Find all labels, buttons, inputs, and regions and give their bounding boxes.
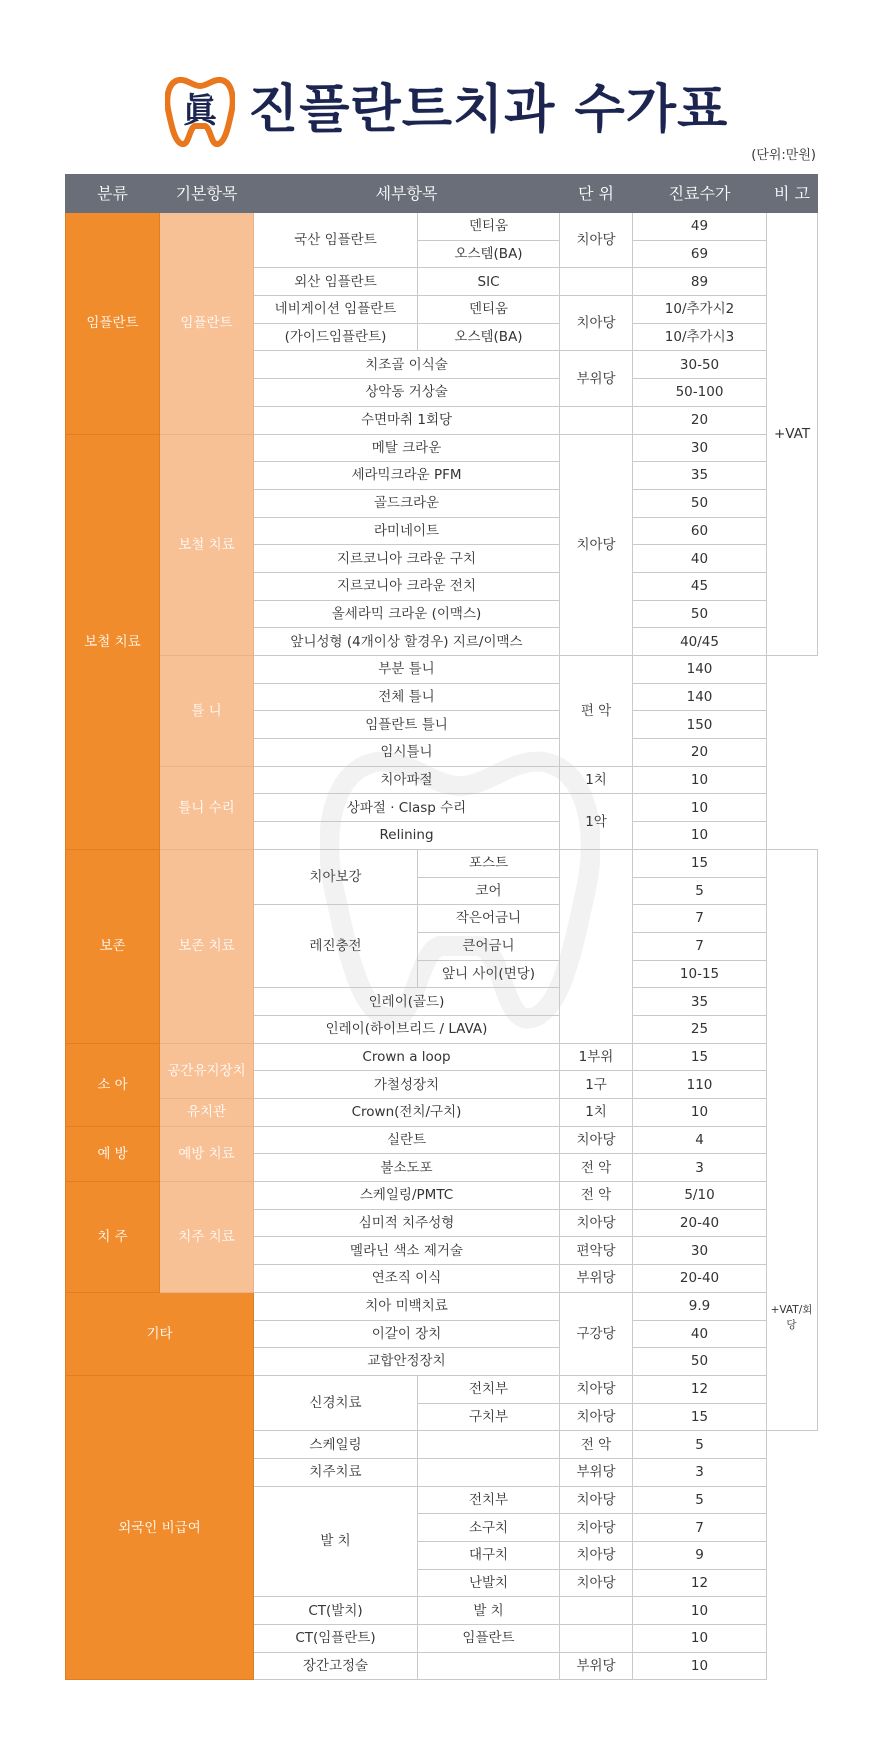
price-cell: 4 bbox=[633, 1126, 767, 1154]
price-cell: 110 bbox=[633, 1071, 767, 1099]
price-cell: 15 bbox=[633, 849, 767, 877]
unit-cell: 편 악 bbox=[560, 656, 633, 767]
detail-cell: 큰어금니 bbox=[418, 932, 560, 960]
item-cell: 전체 틀니 bbox=[254, 683, 560, 711]
price-cell: 10 bbox=[633, 1597, 767, 1625]
category-cell: 외국인 비급여 bbox=[66, 1375, 254, 1680]
subcategory-cell: 틀니 수리 bbox=[160, 766, 254, 849]
table-header-row bbox=[66, 175, 818, 213]
category-cell: 보철 치료 bbox=[66, 434, 160, 849]
price-cell: 10 bbox=[633, 766, 767, 794]
unit-cell: 전 악 bbox=[560, 1182, 633, 1210]
brand-cell: 덴티움 bbox=[418, 296, 560, 324]
item-cell: CT(발치) bbox=[254, 1597, 418, 1625]
subcategory-cell: 임플란트 bbox=[160, 213, 254, 435]
price-cell: 9.9 bbox=[633, 1292, 767, 1320]
unit-cell: 부위당 bbox=[560, 351, 633, 406]
unit-cell: 1치 bbox=[560, 1099, 633, 1127]
unit-cell: 치아당 bbox=[560, 1542, 633, 1570]
detail-cell: 발 치 bbox=[418, 1597, 560, 1625]
page-title: 진플란트치과 수가표 bbox=[248, 80, 729, 140]
item-cell: 치아파절 bbox=[254, 766, 560, 794]
price-cell: 89 bbox=[633, 268, 767, 296]
category-cell: 보존 bbox=[66, 849, 160, 1043]
price-cell: 10 bbox=[633, 1652, 767, 1680]
price-cell: 10 bbox=[633, 822, 767, 850]
unit-cell: 치아당 bbox=[560, 1569, 633, 1597]
unit-cell: 치아당 bbox=[560, 1403, 633, 1431]
note-cell bbox=[767, 849, 818, 1430]
detail-cell bbox=[418, 1652, 560, 1680]
price-cell: 25 bbox=[633, 1015, 767, 1043]
item-cell: 스케일링 bbox=[254, 1431, 418, 1459]
unit-cell bbox=[560, 1597, 633, 1625]
unit-cell: 부위당 bbox=[560, 1652, 633, 1680]
item-cell: 라미네이트 bbox=[254, 517, 560, 545]
unit-cell: 치아당 bbox=[560, 213, 633, 268]
detail-cell bbox=[418, 1431, 560, 1459]
price-cell: 7 bbox=[633, 1514, 767, 1542]
item-cell: 교합안정장치 bbox=[254, 1348, 560, 1376]
unit-cell: 치아당 bbox=[560, 434, 633, 656]
unit-cell: 구강당 bbox=[560, 1292, 633, 1375]
price-cell: 50-100 bbox=[633, 379, 767, 407]
price-cell: 20-40 bbox=[633, 1265, 767, 1293]
table-row bbox=[66, 1182, 818, 1210]
unit-note: (단위:만원) bbox=[751, 148, 816, 163]
price-cell: 7 bbox=[633, 932, 767, 960]
price-cell: 49 bbox=[633, 213, 767, 241]
col-header-note: 비 고 bbox=[767, 175, 818, 213]
price-cell: 150 bbox=[633, 711, 767, 739]
item-cell: Relining bbox=[254, 822, 560, 850]
detail-cell: 작은어금니 bbox=[418, 905, 560, 933]
item-cell: 인레이(골드) bbox=[254, 988, 560, 1016]
item-cell: 지르코니아 크라운 전치 bbox=[254, 572, 560, 600]
item-cell: 외산 임플란트 bbox=[254, 268, 418, 296]
item-cell: 국산 임플란트 bbox=[254, 213, 418, 268]
price-cell: 5 bbox=[633, 1486, 767, 1514]
price-cell: 50 bbox=[633, 1348, 767, 1376]
detail-cell: 임플란트 bbox=[418, 1625, 560, 1653]
brand-cell: 덴티움 bbox=[418, 213, 560, 241]
logo-character: 眞 bbox=[183, 91, 217, 131]
unit-cell: 1구 bbox=[560, 1071, 633, 1099]
price-cell: 20-40 bbox=[633, 1209, 767, 1237]
price-cell: 10/추가시2 bbox=[633, 296, 767, 324]
price-cell: 50 bbox=[633, 600, 767, 628]
item-cell: 부분 틀니 bbox=[254, 656, 560, 684]
price-cell: 20 bbox=[633, 406, 767, 434]
item-cell: 네비게이션 임플란트 bbox=[254, 296, 418, 324]
unit-cell: 전 악 bbox=[560, 1431, 633, 1459]
unit-cell: 부위당 bbox=[560, 1265, 633, 1293]
item-cell: 수면마취 1회당 bbox=[254, 406, 560, 434]
price-cell: 10 bbox=[633, 1625, 767, 1653]
item-cell: 임시틀니 bbox=[254, 739, 560, 767]
unit-cell: 치아당 bbox=[560, 1209, 633, 1237]
item-cell: 가철성장치 bbox=[254, 1071, 560, 1099]
price-cell: 15 bbox=[633, 1403, 767, 1431]
col-header-price: 진료수가 bbox=[633, 175, 767, 213]
price-cell: 12 bbox=[633, 1569, 767, 1597]
item-cell: 신경치료 bbox=[254, 1375, 418, 1430]
item-cell: 인레이(하이브리드 / LAVA) bbox=[254, 1015, 560, 1043]
brand-cell: SIC bbox=[418, 268, 560, 296]
unit-cell: 1악 bbox=[560, 794, 633, 849]
price-cell: 30 bbox=[633, 434, 767, 462]
detail-cell bbox=[418, 1458, 560, 1486]
col-header-category: 분류 bbox=[66, 175, 160, 213]
detail-cell: 코어 bbox=[418, 877, 560, 905]
category-cell: 기타 bbox=[66, 1292, 254, 1375]
item-cell: 레진충전 bbox=[254, 905, 418, 988]
table-row bbox=[66, 1126, 818, 1154]
item-cell: 치조골 이식술 bbox=[254, 351, 560, 379]
unit-cell: 1부위 bbox=[560, 1043, 633, 1071]
table-row bbox=[66, 1099, 818, 1127]
item-cell: 연조직 이식 bbox=[254, 1265, 560, 1293]
subcategory-cell: 예방 치료 bbox=[160, 1126, 254, 1181]
item-cell: CT(임플란트) bbox=[254, 1625, 418, 1653]
price-table bbox=[65, 174, 818, 1680]
item-cell: 세라믹크라운 PFM bbox=[254, 462, 560, 490]
subcategory-cell: 치주 치료 bbox=[160, 1182, 254, 1293]
item-cell: 골드크라운 bbox=[254, 489, 560, 517]
price-cell: 30 bbox=[633, 1237, 767, 1265]
price-cell: 20 bbox=[633, 739, 767, 767]
unit-cell: 1치 bbox=[560, 766, 633, 794]
detail-cell: 소구치 bbox=[418, 1514, 560, 1542]
price-cell: 40 bbox=[633, 1320, 767, 1348]
item-cell: 임플란트 틀니 bbox=[254, 711, 560, 739]
price-cell: 140 bbox=[633, 656, 767, 684]
unit-cell bbox=[560, 268, 633, 296]
price-cell: 3 bbox=[633, 1458, 767, 1486]
tooth-logo-icon bbox=[165, 76, 235, 148]
item-cell: 치주치료 bbox=[254, 1458, 418, 1486]
price-cell: 5 bbox=[633, 1431, 767, 1459]
price-cell: 12 bbox=[633, 1375, 767, 1403]
price-cell: 30-50 bbox=[633, 351, 767, 379]
item-cell: 이갈이 장치 bbox=[254, 1320, 560, 1348]
subcategory-cell: 공간유지장치 bbox=[160, 1043, 254, 1098]
item-cell: 상악동 거상술 bbox=[254, 379, 560, 407]
brand-cell: 오스템(BA) bbox=[418, 323, 560, 351]
item-cell: Crown(전치/구치) bbox=[254, 1099, 560, 1127]
price-cell: 40 bbox=[633, 545, 767, 573]
item-cell: 앞니성형 (4개이상 할경우) 지르/이맥스 bbox=[254, 628, 560, 656]
item-cell: 불소도포 bbox=[254, 1154, 560, 1182]
table-row bbox=[66, 1375, 818, 1403]
subcategory-cell: 보존 치료 bbox=[160, 849, 254, 1043]
unit-cell: 치아당 bbox=[560, 1375, 633, 1403]
price-cell: 60 bbox=[633, 517, 767, 545]
item-cell: 심미적 치주성형 bbox=[254, 1209, 560, 1237]
item-cell: 지르코니아 크라운 구치 bbox=[254, 545, 560, 573]
category-cell: 임플란트 bbox=[66, 213, 160, 435]
item-cell: 상파절 · Clasp 수리 bbox=[254, 794, 560, 822]
item-cell: 발 치 bbox=[254, 1486, 418, 1597]
table-row bbox=[66, 434, 818, 462]
price-cell: 5 bbox=[633, 877, 767, 905]
item-cell: 올세라믹 크라운 (이맥스) bbox=[254, 600, 560, 628]
note-vat-per-visit: +VAT/회당 bbox=[770, 1304, 813, 1331]
unit-cell: 치아당 bbox=[560, 1514, 633, 1542]
detail-cell: 난발치 bbox=[418, 1569, 560, 1597]
price-cell: 69 bbox=[633, 240, 767, 268]
price-cell: 45 bbox=[633, 572, 767, 600]
table-row bbox=[66, 656, 818, 684]
detail-cell: 전치부 bbox=[418, 1486, 560, 1514]
item-cell: 메탈 크라운 bbox=[254, 434, 560, 462]
detail-cell: 구치부 bbox=[418, 1403, 560, 1431]
item-cell: 멜라닌 색소 제거술 bbox=[254, 1237, 560, 1265]
price-cell: 9 bbox=[633, 1542, 767, 1570]
item-cell: 실란트 bbox=[254, 1126, 560, 1154]
price-cell: 35 bbox=[633, 988, 767, 1016]
unit-cell bbox=[560, 1625, 633, 1653]
unit-cell bbox=[560, 849, 633, 1043]
item-cell: 치아보강 bbox=[254, 849, 418, 904]
price-cell: 3 bbox=[633, 1154, 767, 1182]
table-row bbox=[66, 1292, 818, 1320]
subcategory-cell: 보철 치료 bbox=[160, 434, 254, 656]
table-row bbox=[66, 766, 818, 794]
price-cell: 10 bbox=[633, 1099, 767, 1127]
subcategory-cell: 틀 니 bbox=[160, 656, 254, 767]
category-cell: 예 방 bbox=[66, 1126, 160, 1181]
detail-cell: 대구치 bbox=[418, 1542, 560, 1570]
price-cell: 40/45 bbox=[633, 628, 767, 656]
unit-cell: 치아당 bbox=[560, 296, 633, 351]
category-cell: 치 주 bbox=[66, 1182, 160, 1293]
subcategory-cell: 유치관 bbox=[160, 1099, 254, 1127]
price-cell: 50 bbox=[633, 489, 767, 517]
unit-cell: 치아당 bbox=[560, 1126, 633, 1154]
unit-cell: 부위당 bbox=[560, 1458, 633, 1486]
unit-cell: 전 악 bbox=[560, 1154, 633, 1182]
category-cell: 소 아 bbox=[66, 1043, 160, 1126]
item-cell: 치아 미백치료 bbox=[254, 1292, 560, 1320]
col-header-detail-item: 세부항목 bbox=[254, 175, 560, 213]
detail-cell: 전치부 bbox=[418, 1375, 560, 1403]
detail-cell: 앞니 사이(면당) bbox=[418, 960, 560, 988]
price-cell: 5/10 bbox=[633, 1182, 767, 1210]
item-cell: (가이드임플란트) bbox=[254, 323, 418, 351]
item-cell: 장간고정술 bbox=[254, 1652, 418, 1680]
item-cell: Crown a loop bbox=[254, 1043, 560, 1071]
col-header-basic-item: 기본항목 bbox=[160, 175, 254, 213]
unit-cell: 치아당 bbox=[560, 1486, 633, 1514]
page-header bbox=[0, 70, 880, 150]
price-cell: 7 bbox=[633, 905, 767, 933]
brand-cell: 오스템(BA) bbox=[418, 240, 560, 268]
note-cell: +VAT bbox=[767, 213, 818, 656]
unit-cell: 편악당 bbox=[560, 1237, 633, 1265]
price-cell: 10-15 bbox=[633, 960, 767, 988]
detail-cell: 포스트 bbox=[418, 849, 560, 877]
table-row bbox=[66, 849, 818, 877]
col-header-unit: 단 위 bbox=[560, 175, 633, 213]
table-row bbox=[66, 1043, 818, 1071]
price-cell: 15 bbox=[633, 1043, 767, 1071]
unit-cell bbox=[560, 406, 633, 434]
price-cell: 140 bbox=[633, 683, 767, 711]
table-row bbox=[66, 213, 818, 241]
price-cell: 10/추가시3 bbox=[633, 323, 767, 351]
item-cell: 스케일링/PMTC bbox=[254, 1182, 560, 1210]
price-cell: 35 bbox=[633, 462, 767, 490]
price-cell: 10 bbox=[633, 794, 767, 822]
